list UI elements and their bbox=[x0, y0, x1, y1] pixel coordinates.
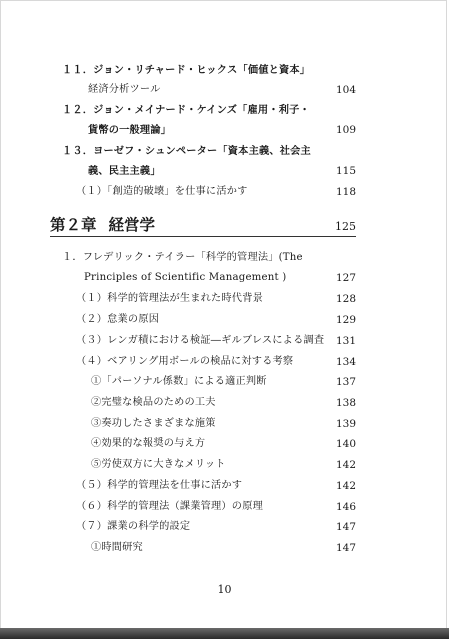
toc-entry-2-1-6-page: 146 bbox=[335, 501, 356, 513]
toc-entry-13-1: （１）「創造的破壊」を仕事に活かす bbox=[76, 186, 248, 197]
toc-entry-2-1-7: （７）課業の科学的設定 bbox=[76, 521, 191, 532]
toc-entry-13-line2: 義、民主主義」 bbox=[88, 165, 161, 177]
chapter-underline bbox=[50, 236, 356, 237]
toc-entry-12-line2: 貨幣の一般理論」 bbox=[88, 124, 172, 136]
chapter-title: 経営学 bbox=[108, 215, 156, 234]
chapter-heading bbox=[50, 215, 155, 235]
toc-entry-2-1-4-3-page: 139 bbox=[335, 418, 356, 430]
chapter-number: 第２章 bbox=[50, 215, 97, 234]
toc-entry-13-1-page: 118 bbox=[335, 186, 356, 198]
toc-entry-11-page: 104 bbox=[335, 84, 356, 96]
viewer-bottom-edge bbox=[0, 628, 449, 639]
toc-entry-2-1-7-page: 147 bbox=[335, 521, 356, 533]
page-number: 10 bbox=[217, 583, 232, 596]
toc-entry-2-1-4-5: ⑤労使双方に大きなメリット bbox=[91, 459, 226, 470]
toc-entry-2-1-4-5-page: 142 bbox=[335, 459, 356, 471]
toc-entry-2-1-4-3: ③奏功したさまざまな施策 bbox=[91, 418, 216, 429]
toc-entry-2-1-5: （５）科学的管理法を仕事に活かす bbox=[76, 480, 243, 491]
toc-entry-2-1-7-1: ①時間研究 bbox=[91, 542, 143, 553]
toc-entry-2-1-4-1-page: 137 bbox=[335, 376, 356, 388]
toc-entry-2-1-4-4-page: 140 bbox=[335, 438, 356, 450]
toc-entry-2-1-3: （３）レンガ積における検証―ギルブレスによる調査 bbox=[76, 335, 325, 346]
toc-entry-2-1-4-2-page: 138 bbox=[335, 397, 356, 409]
toc-entry-13-page: 115 bbox=[335, 165, 356, 177]
toc-entry-2-1-6: （６）科学的管理法（課業管理）の原理 bbox=[76, 501, 263, 512]
toc-entry-2-1-page: 127 bbox=[335, 272, 356, 284]
toc-entry-2-1-4-1: ①「パーソナル係数」による適正判断 bbox=[91, 376, 267, 387]
toc-entry-11-line2: 経済分析ツール bbox=[88, 84, 161, 95]
toc-entry-2-1-1-page: 128 bbox=[335, 293, 356, 305]
chapter-page: 125 bbox=[335, 220, 356, 233]
toc-entry-2-1-4: （４）ベアリング用ボールの検品に対する考察 bbox=[76, 356, 294, 367]
toc-entry-13-line1: １３．ヨーゼフ・シュンペーター「資本主義、社会主 bbox=[62, 145, 311, 157]
toc-entry-2-1-line1: １．フレデリック・テイラー「科学的管理法」(The bbox=[62, 252, 303, 263]
toc-entry-2-1-2: （２）怠業の原因 bbox=[76, 314, 160, 325]
toc-entry-2-1-5-page: 142 bbox=[335, 480, 356, 492]
toc-entry-2-1-2-page: 129 bbox=[335, 314, 356, 326]
toc-entry-2-1-3-page: 131 bbox=[335, 335, 356, 347]
toc-entry-2-1-4-2: ②完璧な検品のための工夫 bbox=[91, 397, 216, 408]
toc-entry-2-1-line2: Principles of Scientific Management ) bbox=[84, 272, 287, 283]
toc-entry-12-line1: １２．ジョン・メイナード・ケインズ「雇用・利子・ bbox=[62, 104, 310, 116]
toc-entry-2-1-4-page: 134 bbox=[335, 356, 356, 368]
toc-entry-12-page: 109 bbox=[335, 124, 356, 136]
toc-entry-2-1-1: （１）科学的管理法が生まれた時代背景 bbox=[76, 293, 263, 304]
toc-entry-2-1-4-4: ④効果的な報奨の与え方 bbox=[91, 438, 206, 449]
toc-entry-2-1-7-1-page: 147 bbox=[335, 542, 356, 554]
toc-entry-11-line1: １１．ジョン・リチャード・ヒックス「価値と資本」 bbox=[62, 64, 311, 76]
